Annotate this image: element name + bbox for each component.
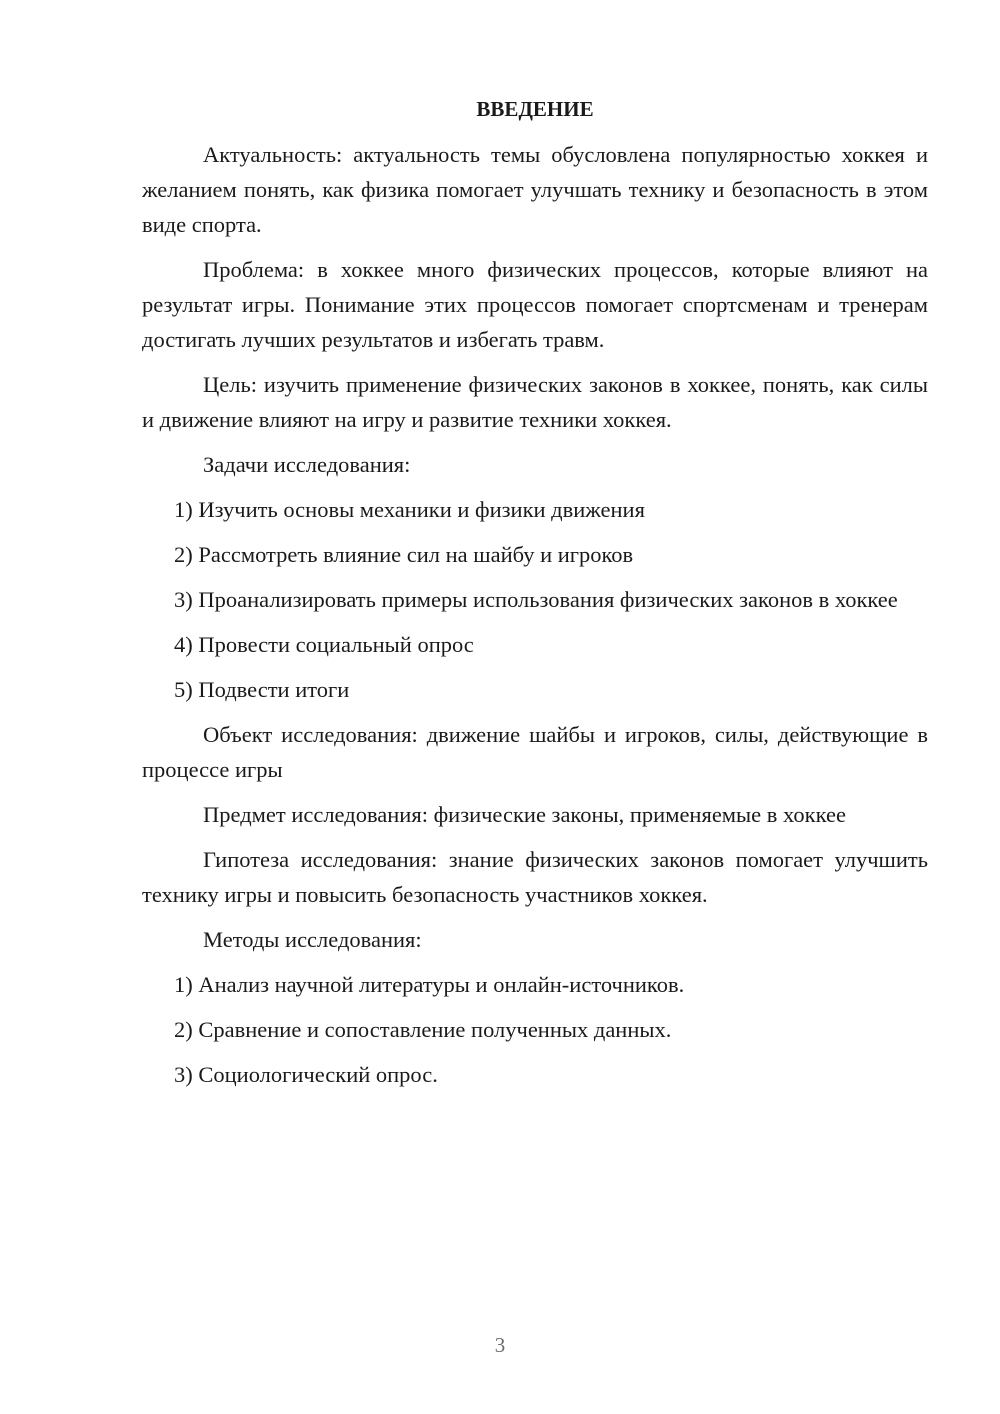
task-item: 1) Изучить основы механики и физики движения bbox=[174, 497, 645, 522]
method-item: 1) Анализ научной литературы и онлайн-источников. bbox=[174, 972, 685, 997]
subject-paragraph: Предмет исследования: физические законы, применяемые в хоккее bbox=[203, 802, 846, 827]
task-item: 4) Провести социальный опрос bbox=[174, 632, 474, 657]
task-item: 5) Подвести итоги bbox=[174, 677, 350, 702]
task-item: 3) Проанализировать примеры использования физических законов в хоккее bbox=[174, 587, 898, 612]
methods-heading: Методы исследования: bbox=[203, 927, 422, 952]
task-item: 2) Рассмотреть влияние сил на шайбу и игроков bbox=[174, 542, 634, 567]
problem-paragraph: Проблема: в хоккее много физических процессов, которые влияют на результат игры. Понимание этих процессов помогает спортсменам и тренерам достигать лучших результатов и избегать травм. bbox=[142, 257, 928, 352]
document-page bbox=[142, 92, 928, 1102]
tasks-heading: Задачи исследования: bbox=[203, 452, 411, 477]
section-title: ВВЕДЕНИЕ bbox=[476, 97, 594, 121]
object-paragraph: Объект исследования: движение шайбы и игроков, силы, действующие в процессе игры bbox=[142, 722, 928, 782]
relevance-paragraph: Актуальность: актуальность темы обусловлена популярностью хоккея и желанием понять, как физика помогает улучшать технику и безопасность в этом виде спорта. bbox=[142, 142, 928, 237]
method-item: 3) Социологический опрос. bbox=[174, 1062, 438, 1087]
goal-paragraph: Цель: изучить применение физических законов в хоккее, понять, как силы и движение влияют на игру и развитие техники хоккея. bbox=[142, 372, 928, 432]
method-item: 2) Сравнение и сопоставление полученных данных. bbox=[174, 1017, 672, 1042]
hypothesis-paragraph: Гипотеза исследования: знание физических законов помогает улучшить технику игры и повысить безопасность участников хоккея. bbox=[142, 847, 928, 907]
page-number: 3 bbox=[494, 1333, 506, 1357]
